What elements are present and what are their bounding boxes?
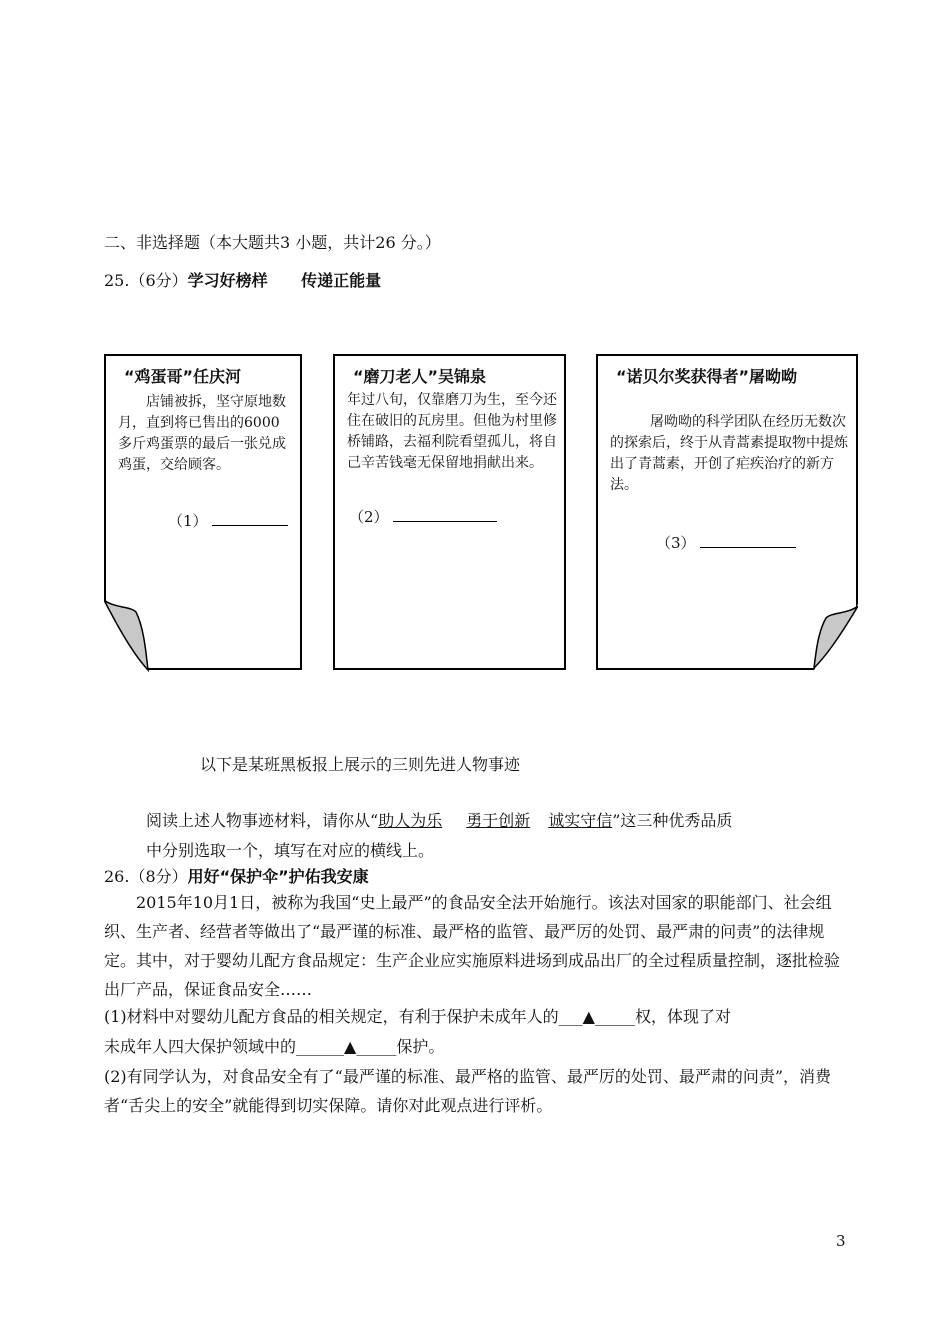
page-number: 3 xyxy=(836,1232,846,1250)
section-header: 二、非选择题（本大题共3 小题，共计26 分。） xyxy=(104,233,441,252)
item-1-blank-2[interactable]: ______▲_____ xyxy=(296,1037,397,1056)
card-3-blank-label: （3） xyxy=(656,534,696,552)
card-2-title: “磨刀老人”吴锦泉 xyxy=(353,367,487,386)
question-26-heading xyxy=(104,864,369,887)
quality-option-3: 诚实守信 xyxy=(548,811,613,830)
item-1-text: 未成年人四大保护领域中的 xyxy=(104,1037,297,1056)
question-25-instruction-line-2: 中分别选取一个，填写在对应的横线上。 xyxy=(146,841,435,860)
card-1 xyxy=(104,354,302,670)
question-25-label: 25.（6分） xyxy=(104,271,188,290)
card-1-blank-label: （1） xyxy=(168,512,208,530)
question-26-item-1-line-2 xyxy=(104,1034,444,1057)
quality-option-1: 助人为乐 xyxy=(378,811,443,830)
item-1-text: (1)材料中对婴幼儿配方食品的相关规定，有利于保护未成年人的 xyxy=(104,1007,559,1026)
question-26-item-1-line-1 xyxy=(104,1004,731,1027)
item-1-text: 权，体现了对 xyxy=(634,1007,731,1026)
question-25-heading xyxy=(104,268,381,291)
question-25-instruction-line-1 xyxy=(146,808,732,831)
cards-caption: 以下是某班黑板报上展示的三则先进人物事迹 xyxy=(200,755,521,774)
instruction-text: ”这三种优秀品质 xyxy=(612,811,733,830)
card-2 xyxy=(333,354,566,670)
item-1-blank-1[interactable]: ___▲_____ xyxy=(558,1007,635,1026)
page-curl-icon xyxy=(104,598,154,672)
question-26-item-2: (2)有同学认为，对食品安全有了“最严谨的标准、最严格的监管、最严厉的处罚、最严肃的问责”，消费者“舌尖上的安全”就能得到切实保障。请你对此观点进行评析。 xyxy=(104,1067,832,1115)
question-26-label: 26.（8分） xyxy=(104,867,188,886)
card-2-blank-label: （2） xyxy=(349,508,389,526)
item-1-text: 保护。 xyxy=(396,1037,445,1056)
card-2-body: 年过八旬，仅靠磨刀为生，至今还住在破旧的瓦房里。但他为村里修桥铺路，去福利院看望孤儿，将自己辛苦钱毫无保留地捐献出来。 xyxy=(347,392,557,471)
card-3-title: “诺贝尔奖获得者”屠呦呦 xyxy=(616,367,798,386)
card-2-blank[interactable] xyxy=(349,506,497,527)
page-curl-icon xyxy=(808,604,858,670)
quality-option-2: 勇于创新 xyxy=(466,811,531,830)
card-2-answer-line[interactable] xyxy=(393,507,497,522)
instruction-text: 阅读上述人物事迹材料，请你从“ xyxy=(146,811,379,830)
question-26-title: 用好“保护伞”护佑我安康 xyxy=(187,867,369,886)
card-3-answer-line[interactable] xyxy=(700,533,796,548)
card-3-blank[interactable] xyxy=(656,532,796,553)
card-3-body: 屠呦呦的科学团队在经历无数次的探索后，终于从青蒿素提取物中提炼出了青蒿素，开创了疟疾治疗的新方法。 xyxy=(610,414,848,493)
question-26-material: 2015年10月1日，被称为我国“史上最严”的食品安全法开始施行。该法对国家的职能部门、社会组织、生产者、经营者等做出了“最严谨的标准、最严格的监管、最严厉的处罚、最严肃的问责”的法律规定。其中，对于婴幼儿配方食品规定：生产企业应实施原料进场到成品出厂的全过程质量控制，逐批检验出厂产品，保证食品安全…… xyxy=(104,893,841,999)
card-3 xyxy=(596,354,858,670)
card-1-body: 店铺被拆，坚守原地数月，直到将已售出的6000多斤鸡蛋票的最后一张兑成鸡蛋，交给顾客。 xyxy=(118,394,286,473)
question-25-title: 学习好榜样 传递正能量 xyxy=(187,271,382,290)
card-1-title: “鸡蛋哥”任庆河 xyxy=(124,367,242,386)
card-1-answer-line[interactable] xyxy=(212,511,288,526)
card-1-blank[interactable] xyxy=(168,510,288,531)
